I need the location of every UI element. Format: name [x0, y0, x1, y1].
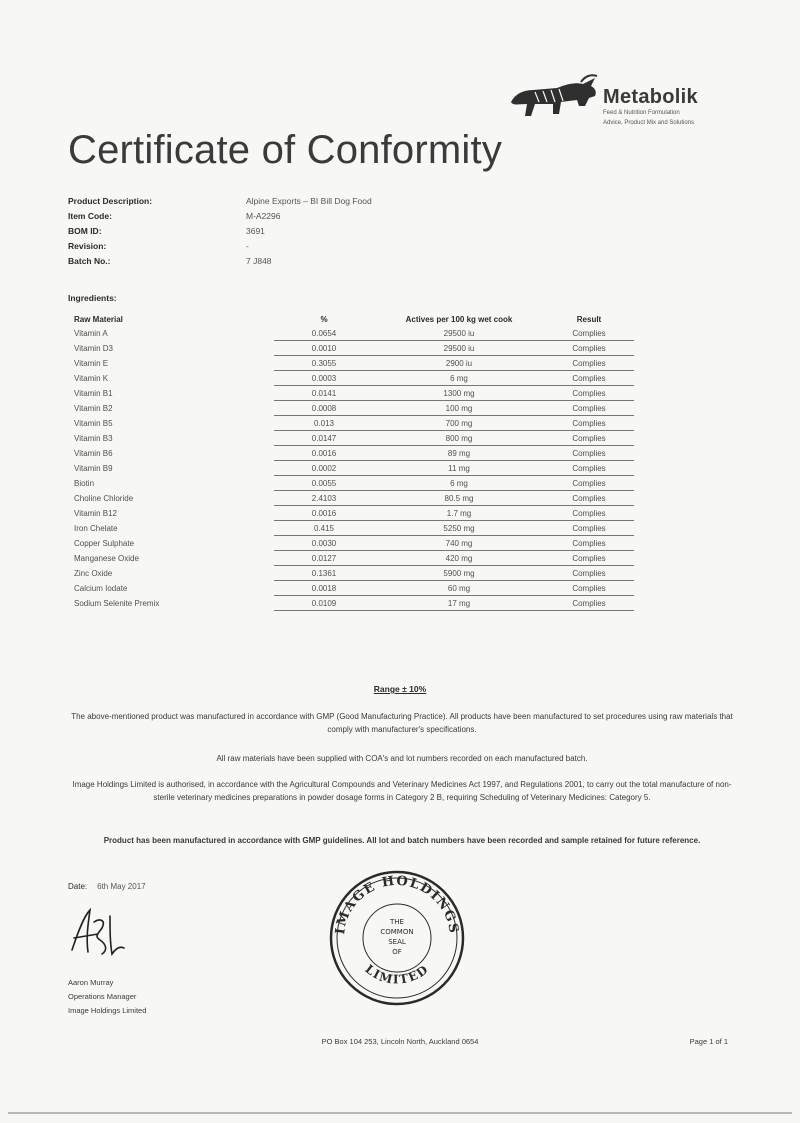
footer-address: PO Box 104 253, Lincoln North, Auckland 0654 — [321, 1037, 479, 1046]
cell-result: Complies — [544, 386, 634, 401]
cell-result: Complies — [544, 506, 634, 521]
cell-result: Complies — [544, 416, 634, 431]
cell-percent: 0.0016 — [274, 506, 374, 521]
cell-percent: 0.0010 — [274, 341, 374, 356]
cell-result: Complies — [544, 551, 634, 566]
seal-line-1: THE — [390, 918, 404, 926]
cell-raw-material: Iron Chelate — [74, 523, 118, 533]
signatory-company: Image Holdings Limited — [68, 1006, 147, 1015]
cell-actives: 700 mg — [374, 416, 544, 431]
table-row — [68, 386, 634, 401]
cell-result: Complies — [544, 401, 634, 416]
table-row — [68, 536, 634, 551]
cell-result: Complies — [544, 596, 634, 611]
cell-result: Complies — [544, 581, 634, 596]
cell-percent: 0.0018 — [274, 581, 374, 596]
signatory-role: Operations Manager — [68, 992, 137, 1001]
cell-percent: 0.1361 — [274, 566, 374, 581]
ingredients-heading: Ingredients: — [68, 293, 117, 303]
cell-result: Complies — [544, 566, 634, 581]
metabolik-logo — [505, 72, 735, 142]
column-header-raw-material: Raw Material — [74, 314, 123, 324]
cell-raw-material: Biotin — [74, 478, 95, 488]
logo-tagline-secondary: Advice, Product Mix and Solutions — [603, 120, 695, 126]
cell-result: Complies — [544, 461, 634, 476]
cell-percent: 0.415 — [274, 521, 374, 536]
cell-result: Complies — [544, 491, 634, 506]
cell-percent: 0.0109 — [274, 596, 374, 611]
cell-result: Complies — [544, 371, 634, 386]
cell-percent: 0.0016 — [274, 446, 374, 461]
cell-actives: 420 mg — [374, 551, 544, 566]
cell-raw-material: Copper Sulphate — [74, 538, 135, 548]
table-row — [68, 521, 634, 536]
signatory-name: Aaron Murray — [68, 978, 114, 987]
logo-wordmark: Metabolik — [603, 86, 698, 108]
table-header-row — [68, 312, 634, 326]
cell-raw-material: Sodium Selenite Premix — [74, 598, 160, 608]
cell-actives: 5900 mg — [374, 566, 544, 581]
cell-raw-material: Vitamin B6 — [74, 448, 113, 458]
gmp-statement: The above-mentioned product was manufactured in accordance with GMP (Good Manufacturing Practice). All products have been manufactured to set procedures using raw materials that comply with manufacturer's specifications. — [71, 712, 733, 734]
cell-result: Complies — [544, 431, 634, 446]
cell-actives: 11 mg — [374, 461, 544, 476]
date-label: Date: — [68, 882, 88, 891]
cell-actives: 740 mg — [374, 536, 544, 551]
table-row — [68, 551, 634, 566]
ingredients-table-body — [68, 326, 634, 611]
column-header-actives: Actives per 100 kg wet cook — [405, 314, 513, 324]
meta-row-item-code: Item Code: M-A2296 — [68, 211, 281, 221]
column-header-percent: % — [320, 314, 328, 324]
cell-raw-material: Calcium Iodate — [74, 583, 128, 593]
cell-raw-material: Vitamin D3 — [74, 343, 113, 353]
seal-line-4: OF — [392, 948, 402, 956]
signature-image — [64, 902, 134, 962]
table-row — [68, 401, 634, 416]
cell-raw-material: Choline Chloride — [74, 493, 134, 503]
cell-result: Complies — [544, 521, 634, 536]
cell-actives: 800 mg — [374, 431, 544, 446]
cell-actives: 29500 iu — [374, 326, 544, 341]
logo-tagline: Feed & Nutrition Formulation — [603, 110, 680, 116]
cell-result: Complies — [544, 536, 634, 551]
cell-result: Complies — [544, 326, 634, 341]
scan-edge-line — [8, 1112, 792, 1114]
cell-actives: 1300 mg — [374, 386, 544, 401]
cell-percent: 0.0147 — [274, 431, 374, 446]
seal-line-3: SEAL — [388, 938, 406, 946]
cell-percent: 0.3055 — [274, 356, 374, 371]
cell-actives: 5250 mg — [374, 521, 544, 536]
seal-bottom-text: LIMITED — [362, 961, 432, 987]
cell-raw-material: Vitamin A — [74, 328, 108, 338]
cell-result: Complies — [544, 341, 634, 356]
cell-actives: 17 mg — [374, 596, 544, 611]
range-note: Range ± 10% — [373, 684, 427, 694]
table-row — [68, 356, 634, 371]
cell-actives: 1.7 mg — [374, 506, 544, 521]
cell-percent: 0.013 — [274, 416, 374, 431]
authorisation-statement: Image Holdings Limited is authorised, in accordance with the Agricultural Compounds and Veterinary Medicines Act 1997, and Regulations 2001, to carry out the total manufacture of non-sterile veterinary medicines preparations in powder dosage forms in Category 2 B, requiring Scheduling of Veterinary Medicines: Category 5. — [72, 780, 732, 802]
column-header-result: Result — [576, 314, 602, 324]
conformity-statement: Product has been manufactured in accordance with GMP guidelines. All lot and batch numbers have been recorded and sample retained for future reference. — [103, 836, 701, 845]
meta-row-product-description: Product Description: Alpine Exports – BI Bill Dog Food — [68, 196, 372, 206]
cell-raw-material: Manganese Oxide — [74, 553, 139, 563]
table-row — [68, 596, 634, 611]
cell-raw-material: Vitamin E — [74, 358, 109, 368]
cell-actives: 6 mg — [374, 371, 544, 386]
table-row — [68, 506, 634, 521]
cell-percent: 0.0654 — [274, 326, 374, 341]
meta-row-bom-id: BOM ID: 3691 — [68, 226, 265, 236]
table-row — [68, 566, 634, 581]
meta-row-batch-no: Batch No.: 7 J848 — [68, 256, 272, 266]
page-number: Page 1 of 1 — [689, 1037, 728, 1046]
cell-percent: 2.4103 — [274, 491, 374, 506]
raw-materials-statement: All raw materials have been supplied with COA's and lot numbers recorded on each manufactured batch. — [216, 754, 588, 763]
table-row — [68, 371, 634, 386]
table-row — [68, 476, 634, 491]
cell-raw-material: Zinc Oxide — [74, 568, 113, 578]
table-row — [68, 461, 634, 476]
issue-date — [68, 882, 146, 891]
date-value: 6th May 2017 — [97, 882, 146, 891]
cell-raw-material: Vitamin K — [74, 373, 109, 383]
table-row — [68, 431, 634, 446]
cell-raw-material: Vitamin B1 — [74, 388, 113, 398]
table-row — [68, 326, 634, 341]
seal-line-2: COMMON — [380, 928, 414, 936]
product-details — [68, 194, 372, 269]
cell-raw-material: Vitamin B9 — [74, 463, 113, 473]
cell-percent: 0.0055 — [274, 476, 374, 491]
cell-actives: 2900 iu — [374, 356, 544, 371]
cell-actives: 6 mg — [374, 476, 544, 491]
cell-actives: 60 mg — [374, 581, 544, 596]
cell-result: Complies — [544, 446, 634, 461]
seal-top-text: IMAGE HOLDINGS — [333, 873, 462, 936]
cell-raw-material: Vitamin B12 — [74, 508, 117, 518]
cell-result: Complies — [544, 356, 634, 371]
common-seal-stamp — [322, 866, 472, 1006]
ingredients-table — [68, 312, 634, 611]
cell-actives: 29500 iu — [374, 341, 544, 356]
cell-percent: 0.0127 — [274, 551, 374, 566]
table-row — [68, 416, 634, 431]
table-row — [68, 581, 634, 596]
table-row — [68, 446, 634, 461]
cell-raw-material: Vitamin B5 — [74, 418, 113, 428]
cell-actives: 89 mg — [374, 446, 544, 461]
cell-result: Complies — [544, 476, 634, 491]
bull-icon — [505, 72, 601, 122]
cell-percent: 0.0030 — [274, 536, 374, 551]
meta-row-revision: Revision: - — [68, 241, 249, 251]
signatory-block — [68, 976, 146, 1018]
document-title: Certificate of Conformity — [68, 128, 503, 172]
table-row — [68, 341, 634, 356]
cell-actives: 100 mg — [374, 401, 544, 416]
cell-raw-material: Vitamin B2 — [74, 403, 113, 413]
cell-percent: 0.0002 — [274, 461, 374, 476]
cell-actives: 80.5 mg — [374, 491, 544, 506]
cell-percent: 0.0008 — [274, 401, 374, 416]
cell-percent: 0.0003 — [274, 371, 374, 386]
cell-percent: 0.0141 — [274, 386, 374, 401]
cell-raw-material: Vitamin B3 — [74, 433, 113, 443]
table-row — [68, 491, 634, 506]
